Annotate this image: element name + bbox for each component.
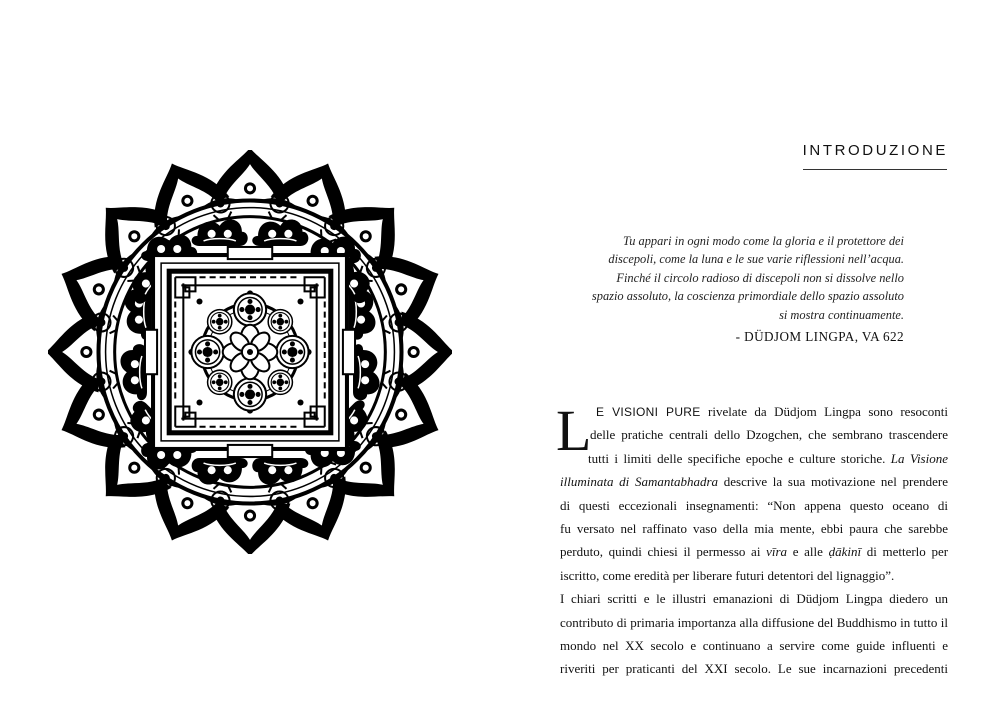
paragraph-line — [560, 470, 948, 493]
quote-line: si mostra continuamente. — [779, 307, 904, 322]
text-span: di metterlo per — [866, 544, 948, 560]
paragraph-line — [588, 447, 948, 470]
quote-line: Finché il circolo radioso di discepoli non si dissolve nello — [616, 270, 904, 285]
paragraph-line: delle pratiche centrali dello Dzogchen, che sembrano trascendere — [590, 427, 948, 443]
drop-cap: L — [556, 398, 592, 463]
text-span: tutti i limiti delle specifiche epoche e culture storiche. — [588, 450, 886, 466]
text-span: perduto, quindi chiesi il permesso ai — [560, 544, 761, 560]
text-span: rivelate da Düdjom Lingpa sono resoconti — [708, 404, 948, 419]
quote-attribution: - DÜDJOM LINGPA, VA 622 — [735, 329, 904, 344]
small-caps-lead: E VISIONI PURE — [596, 405, 701, 419]
paragraph-line: contributo di primaria importanza alla diffusione del Buddhismo in tutto il — [560, 614, 948, 630]
text-span: e alle — [792, 544, 823, 560]
book-title: La Visione — [890, 450, 948, 466]
paragraph-line: iscritto, come eredità per liberare futuri detentori del lignaggio”. — [560, 567, 895, 583]
paragraph-line: di questi eccezionali insegnamenti: “Non appena questo oceano di — [560, 497, 948, 513]
text-span: descrive la sua motivazione nel prendere — [723, 474, 948, 490]
term-italic: vīra — [766, 544, 788, 560]
paragraph-line: riveriti per praticanti del XXI secolo. Le sue incarnazioni precedenti — [560, 661, 948, 677]
quote-line: discepoli, come la luna e le sue varie riflessioni nell’acqua. — [608, 252, 904, 267]
heading-divider — [803, 169, 947, 170]
body-text — [560, 400, 948, 681]
paragraph-line — [560, 540, 948, 563]
paragraph-line: mondo nel XX secolo e continuano a servire come guide influenti e — [560, 637, 948, 653]
paragraph-line — [596, 400, 948, 423]
quote-line: Tu appari in ogni modo come la gloria e il protettore dei — [623, 234, 904, 248]
paragraph-line: I chiari scritti e le illustri emanazioni di Düdjom Lingpa diedero un — [560, 591, 948, 607]
term-italic: ḍākinī — [828, 544, 862, 560]
epigraph-quote — [590, 232, 904, 324]
book-title: illuminata di Samantabhadra — [560, 474, 719, 490]
mandala-icon — [48, 150, 452, 554]
section-heading: INTRODUZIONE — [802, 142, 948, 159]
quote-line: spazio assoluto, la coscienza primordiale dello spazio assoluto — [591, 289, 904, 304]
paragraph-line: fu versato nel raffinato vaso della mia mente, ebbi paura che sarebbe — [560, 520, 948, 536]
